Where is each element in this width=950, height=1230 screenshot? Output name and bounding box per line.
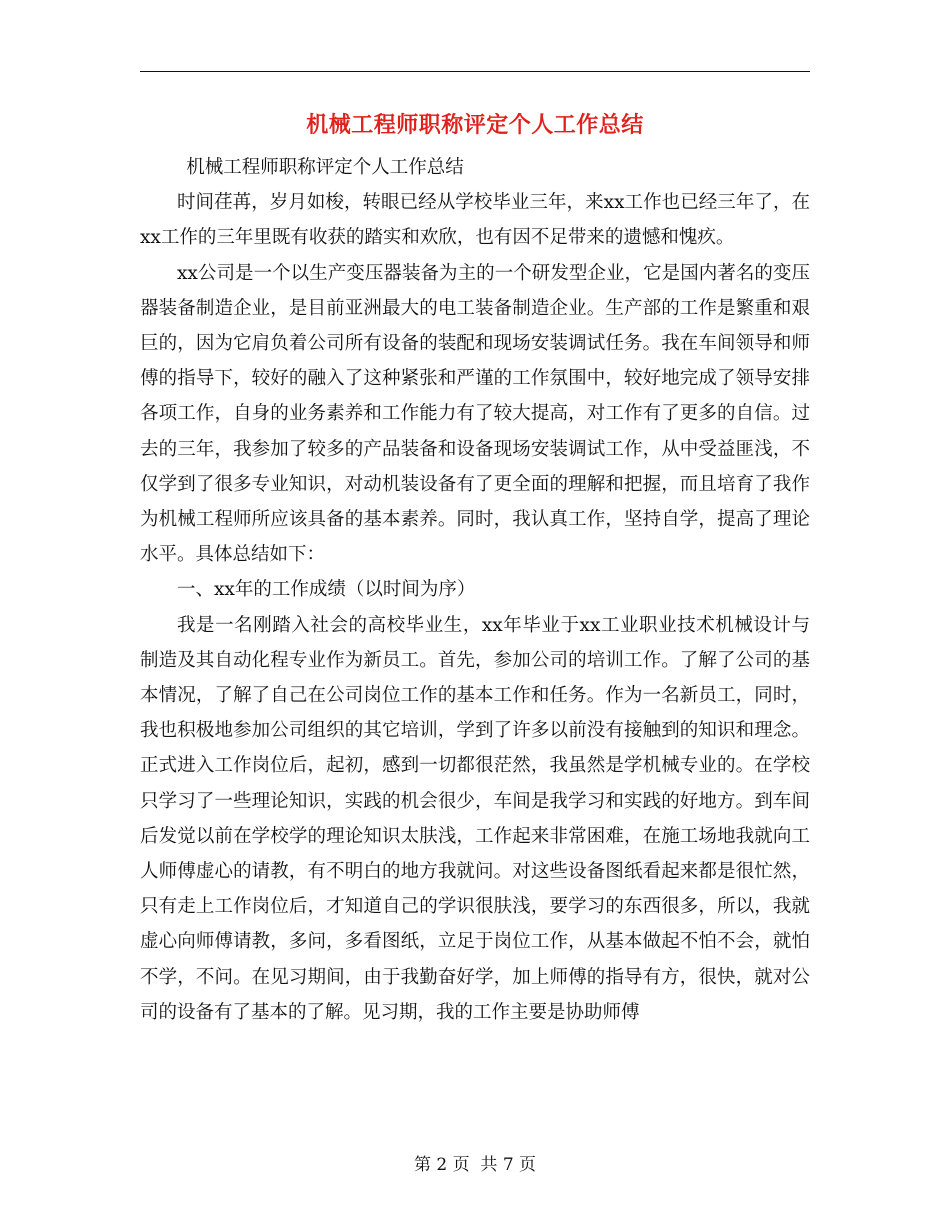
footer-current-page: 2 — [436, 1155, 448, 1175]
header-rule — [140, 71, 810, 72]
page-number-footer — [140, 1152, 810, 1178]
section-heading: 一、xx年的工作成绩（以时间为序） — [177, 579, 476, 601]
paragraph-company: xx公司是一个以生产变压器装备为主的一个研发型企业，它是国内著名的变压器装备制造企业，是目前亚洲最大的电工装备制造企业。生产部的工作是繁重和艰巨的，因为它肩负着公司所有设备的装配和现场安装调试任务。我在车间领导和师傅的指导下，较好的融入了这种紧张和严谨的工作氛围中，较好地完成了领导安排各项工作，自身的业务素养和工作能力有了较大提高，对工作有了更多的自信。过去的三年，我参加了较多的产品装备和设备现场安装调试工作，从中受益匪浅，不仅学到了很多专业知识，对动机装设备有了更全面的理解和把握，而且培育了我作为机械工程师所应该具备的基本素养。同时，我认真工作，坚持自学，提高了理论水平。具体总结如下： — [140, 262, 810, 566]
paragraph-experience: 我是一名刚踏入社会的高校毕业生，xx年毕业于xx工业职业技术机械设计与制造及其自动化程专业作为新员工。首先，参加公司的培训工作。了解了公司的基本情况，了解了自己在公司岗位工作的基本工作和任务。作为一名新员工，同时，我也积极地参加公司组织的其它培训，学到了许多以前没有接触到的知识和理念。正式进入工作岗位后，起初，感到一切都很茫然，我虽然是学机械专业的。在学校只学习了一些理论知识，实践的机会很少，车间是我学习和实践的好地方。到车间后发觉以前在学校学的理论知识太肤浅，工作起来非常困难，在施工场地我就向工人师傅虚心的请教，有不明白的地方我就问。对这些设备图纸看起来都是很忙然，只有走上工作岗位后，才知道自己的学识很肤浅，要学习的东西很多，所以，我就虚心向师傅请教，多问，多看图纸，立足于岗位工作，从基本做起不怕不会，就怕不学，不问。在见习期间，由于我勤奋好学，加上师傅的指导有方，很快，就对公司的设备有了基本的了解。见习期，我的工作主要是协助师傅 — [140, 614, 810, 1023]
document-body — [140, 150, 810, 1030]
footer-total-pages: 7 — [502, 1155, 514, 1175]
footer-middle: 页 共 — [452, 1155, 498, 1175]
document-title: 机械工程师职称评定个人工作总结 — [306, 113, 644, 138]
footer-prefix: 第 — [413, 1155, 431, 1175]
paragraph-intro: 时间荏苒，岁月如梭，转眼已经从学校毕业三年，来xx工作也已经三年了，在xx工作的三年里既有收获的踏实和欢欣，也有因不足带来的遗憾和愧疚。 — [140, 192, 810, 249]
paragraph-subtitle: 机械工程师职称评定个人工作总结 — [186, 157, 464, 178]
footer-suffix: 页 — [519, 1155, 537, 1175]
